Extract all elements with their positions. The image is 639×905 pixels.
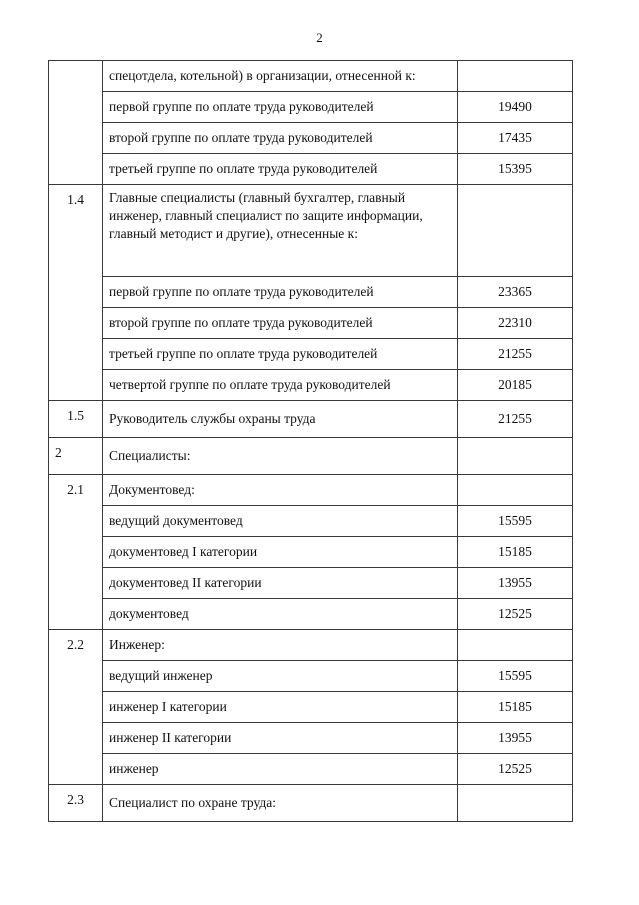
table-row [49, 339, 573, 370]
position-name: Документовед: [103, 475, 458, 506]
position-name: третьей группе по оплате труда руководителей [103, 154, 458, 185]
salary-value: 19490 [458, 92, 573, 123]
position-name: Главные специалисты (главный бухгалтер, главный инженер, главный специалист по защите информации, главный методист и другие), отнесенные к: [103, 185, 458, 277]
position-name: Инженер: [103, 630, 458, 661]
table-row [49, 401, 573, 438]
salary-value: 12525 [458, 599, 573, 630]
table-row [49, 506, 573, 537]
position-name: Специалисты: [103, 438, 458, 475]
row-number: 2.3 [49, 785, 103, 822]
salary-value [458, 630, 573, 661]
position-name: документовед II категории [103, 568, 458, 599]
salary-value: 17435 [458, 123, 573, 154]
row-number: 2.1 [49, 475, 103, 630]
position-name: документовед I категории [103, 537, 458, 568]
salary-value: 21255 [458, 339, 573, 370]
position-name: второй группе по оплате труда руководителей [103, 308, 458, 339]
position-name: спецотдела, котельной) в организации, отнесенной к: [103, 61, 458, 92]
salary-value [458, 475, 573, 506]
row-number: 2.2 [49, 630, 103, 785]
position-name: первой группе по оплате труда руководителей [103, 277, 458, 308]
salary-value: 13955 [458, 723, 573, 754]
salary-value: 15185 [458, 692, 573, 723]
salary-value: 22310 [458, 308, 573, 339]
position-name: инженер [103, 754, 458, 785]
salary-value: 15185 [458, 537, 573, 568]
position-name: третьей группе по оплате труда руководителей [103, 339, 458, 370]
page-number: 2 [316, 30, 323, 45]
salary-value [458, 438, 573, 475]
salary-value: 15595 [458, 506, 573, 537]
table-row [49, 568, 573, 599]
position-name: инженер II категории [103, 723, 458, 754]
table-row [49, 370, 573, 401]
row-number: 1.5 [49, 401, 103, 438]
table-row [49, 537, 573, 568]
table-row [49, 92, 573, 123]
table-row [49, 61, 573, 92]
row-number: 1.4 [49, 185, 103, 401]
table-row [49, 154, 573, 185]
position-name: ведущий документовед [103, 506, 458, 537]
position-name: четвертой группе по оплате труда руководителей [103, 370, 458, 401]
table-row [49, 630, 573, 661]
table-row [49, 277, 573, 308]
table-row [49, 692, 573, 723]
table-row [49, 123, 573, 154]
table-row [49, 185, 573, 277]
position-name: первой группе по оплате труда руководителей [103, 92, 458, 123]
table-row [49, 599, 573, 630]
position-name: второй группе по оплате труда руководителей [103, 123, 458, 154]
salary-value [458, 61, 573, 92]
position-name: Специалист по охране труда: [103, 785, 458, 822]
table-row [49, 785, 573, 822]
salary-value: 21255 [458, 401, 573, 438]
salary-value: 12525 [458, 754, 573, 785]
table-row [49, 438, 573, 475]
row-number: 2 [49, 438, 103, 475]
salary-value: 20185 [458, 370, 573, 401]
table-row [49, 754, 573, 785]
row-number [49, 61, 103, 185]
table-row [49, 475, 573, 506]
salary-value [458, 185, 573, 277]
position-name: Руководитель службы охраны труда [103, 401, 458, 438]
position-name: документовед [103, 599, 458, 630]
salary-value: 15595 [458, 661, 573, 692]
position-name: инженер I категории [103, 692, 458, 723]
salary-table [48, 60, 573, 822]
salary-value [458, 785, 573, 822]
table-row [49, 308, 573, 339]
position-name: ведущий инженер [103, 661, 458, 692]
salary-value: 13955 [458, 568, 573, 599]
salary-value: 15395 [458, 154, 573, 185]
table-row [49, 661, 573, 692]
salary-value: 23365 [458, 277, 573, 308]
table-row [49, 723, 573, 754]
